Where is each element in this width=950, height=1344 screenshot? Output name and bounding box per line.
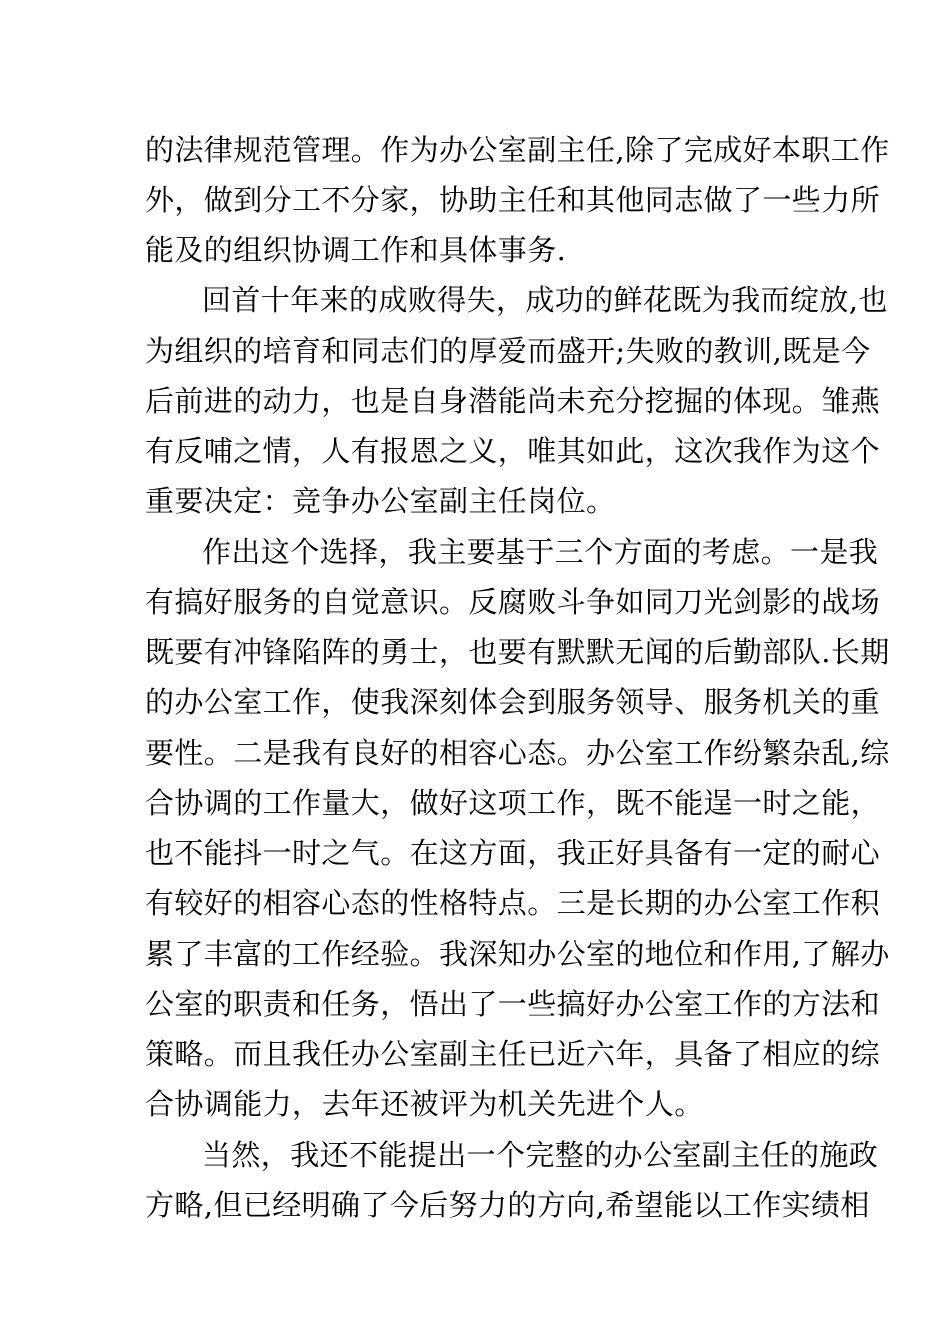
paragraph-start-line: 当然，我还不能提出一个完整的办公室副主任的施政 — [202, 1138, 879, 1172]
paragraph-start-line: 回首十年来的成败得失，成功的鲜花既为我而绽放,也 — [202, 283, 888, 317]
text-line: 策略。而且我任办公室副主任已近六年，具备了相应的综 — [145, 1037, 881, 1071]
text-line: 能及的组织协调工作和具体事务. — [145, 233, 567, 267]
paragraph-start-line: 作出这个选择，我主要基于三个方面的考虑。一是我 — [202, 535, 879, 569]
text-line: 合协调的工作量大，做好这项工作，既不能逞一时之能， — [145, 786, 881, 820]
text-line: 的法律规范管理。作为办公室副主任,除了完成好本职工作 — [145, 133, 890, 167]
text-line: 外，做到分工不分家，协助主任和其他同志做了一些力所 — [145, 183, 881, 217]
text-line: 后前进的动力，也是自身潜能尚未充分挖掘的体现。雏燕 — [145, 384, 881, 418]
text-line: 既要有冲锋陷阵的勇士，也要有默默无闻的后勤部队.长期 — [145, 635, 890, 669]
text-line: 合协调能力，去年还被评为机关先进个人。 — [145, 1087, 704, 1121]
text-line: 有反哺之情，人有报恩之义，唯其如此，这次我作为这个 — [145, 434, 881, 468]
text-line: 为组织的培育和同志们的厚爱而盛开;失败的教训,既是今 — [145, 334, 871, 368]
text-line: 要性。二是我有良好的相容心态。办公室工作纷繁杂乱,综 — [145, 736, 890, 770]
text-line: 重要决定：竞争办公室副主任岗位。 — [145, 484, 616, 518]
text-line: 有较好的相容心态的性格特点。三是长期的办公室工作积 — [145, 886, 881, 920]
text-line: 也不能抖一时之气。在这方面，我正好具备有一定的耐心 — [145, 836, 881, 870]
text-line: 方略,但已经明确了今后努力的方向,希望能以工作实绩相 — [145, 1188, 870, 1222]
text-line: 公室的职责和任务，悟出了一些搞好办公室工作的方法和 — [145, 987, 881, 1021]
text-line: 的办公室工作，使我深刻体会到服务领导、服务机关的重 — [145, 685, 881, 719]
text-line: 累了丰富的工作经验。我深知办公室的地位和作用,了解办 — [145, 937, 890, 971]
text-line: 有搞好服务的自觉意识。反腐败斗争如同刀光剑影的战场 — [145, 585, 881, 619]
